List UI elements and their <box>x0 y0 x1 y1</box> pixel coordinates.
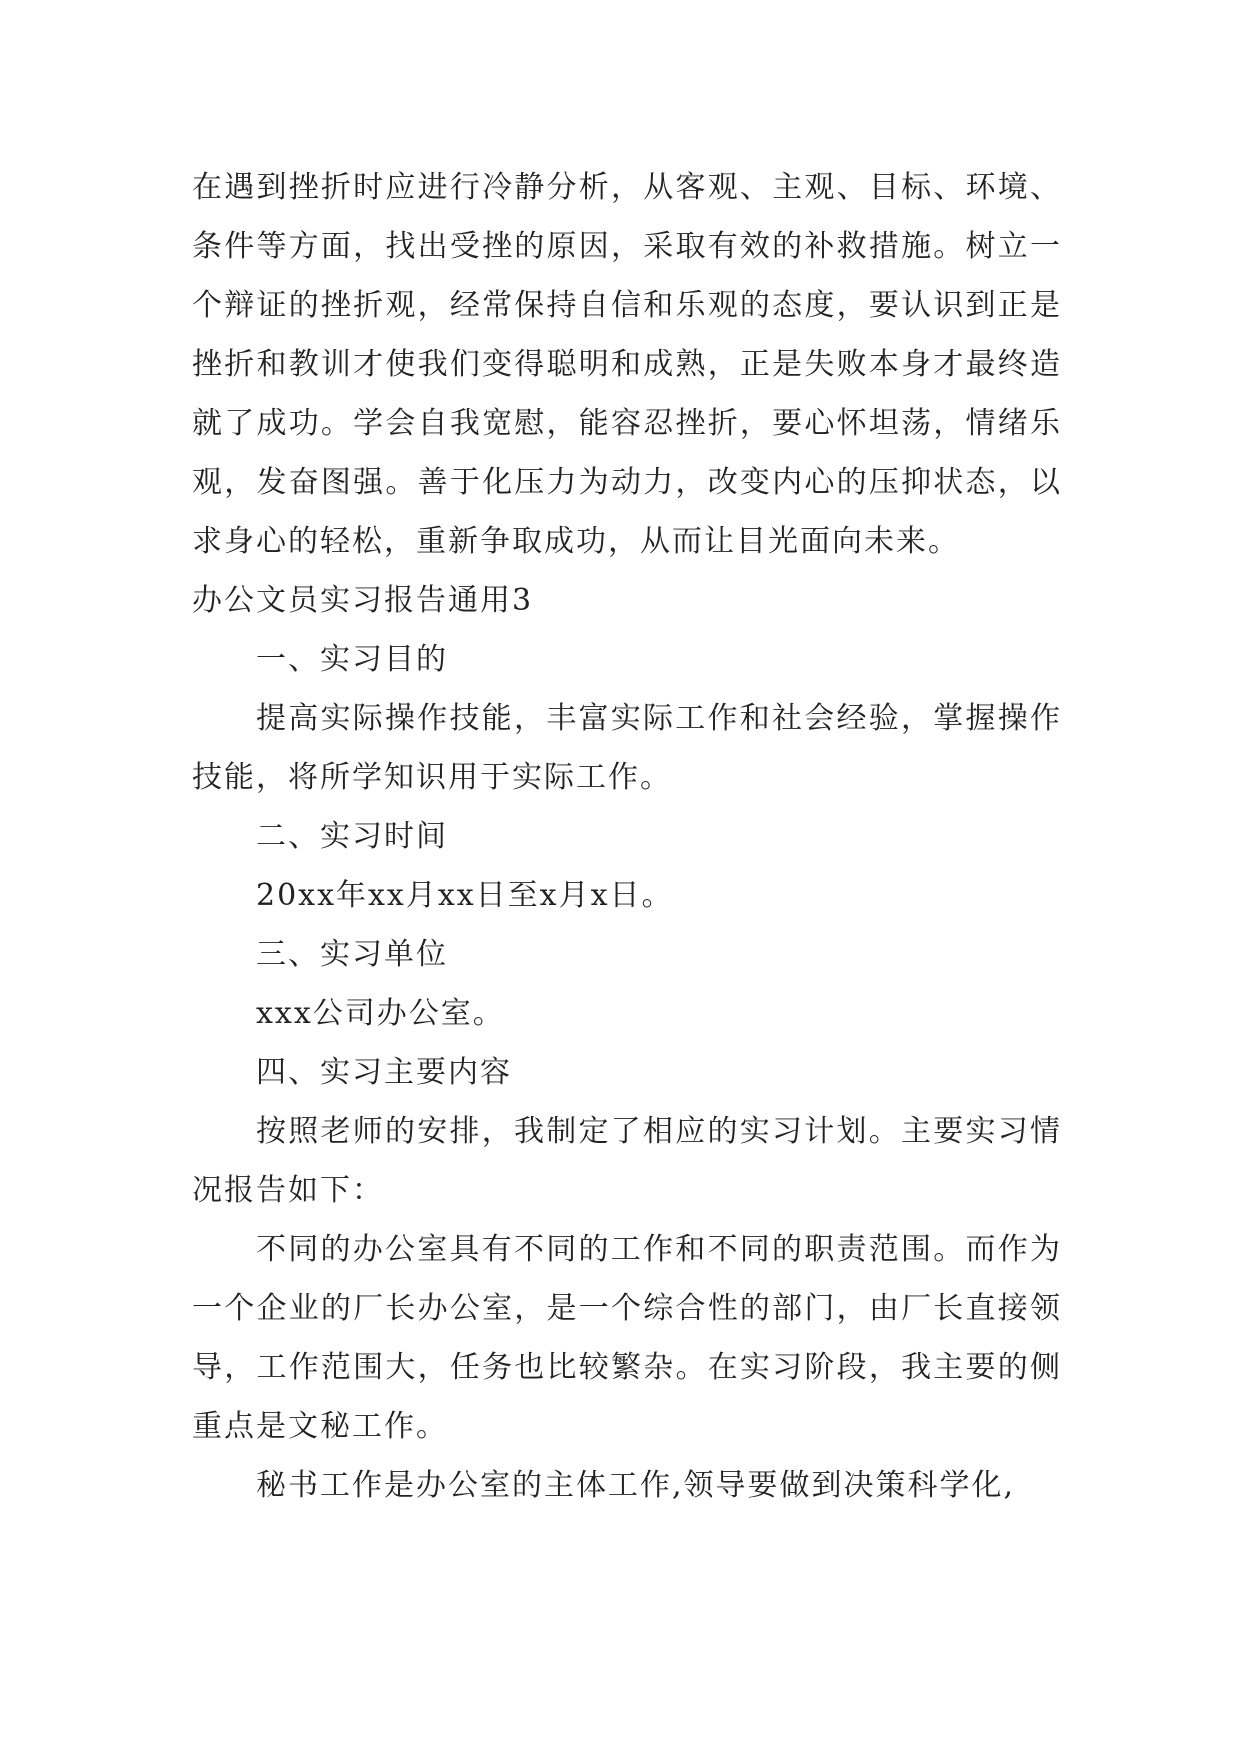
paragraph-secretary-work: 秘书工作是办公室的主体工作,领导要做到决策科学化, <box>256 1468 1016 1503</box>
document-body <box>192 158 1062 1515</box>
section-title: 办公文员实习报告通用3 <box>192 583 534 618</box>
heading-unit: 三、实习单位 <box>256 937 448 972</box>
paragraph-unit: xxx公司办公室。 <box>256 996 505 1031</box>
paragraph-time: 20xx年xx月xx日至x月x日。 <box>256 878 674 913</box>
heading-purpose: 一、实习目的 <box>256 642 448 677</box>
paragraph-plan: 按照老师的安排，我制定了相应的实习计划。主要实习情况报告如下： <box>192 1114 1062 1208</box>
continuation-paragraph: 在遇到挫折时应进行冷静分析，从客观、主观、目标、环境、条件等方面，找出受挫的原因，采取有效的补救措施。树立一个辩证的挫折观，经常保持自信和乐观的态度，要认识到正是挫折和教训才使我们变得聪明和成熟，正是失败本身才最终造就了成功。学会自我宽慰，能容忍挫折，要心怀坦荡，情绪乐观，发奋图强。善于化压力为动力，改变内心的压抑状态，以求身心的轻松，重新争取成功，从而让目光面向未来。 <box>192 170 1062 559</box>
paragraph-purpose: 提高实际操作技能，丰富实际工作和社会经验，掌握操作技能，将所学知识用于实际工作。 <box>192 701 1062 795</box>
heading-time: 二、实习时间 <box>256 819 448 854</box>
heading-content: 四、实习主要内容 <box>256 1055 512 1090</box>
paragraph-office-scope: 不同的办公室具有不同的工作和不同的职责范围。而作为一个企业的厂长办公室，是一个综合性的部门，由厂长直接领导，工作范围大，任务也比较繁杂。在实习阶段，我主要的侧重点是文秘工作。 <box>192 1232 1062 1444</box>
